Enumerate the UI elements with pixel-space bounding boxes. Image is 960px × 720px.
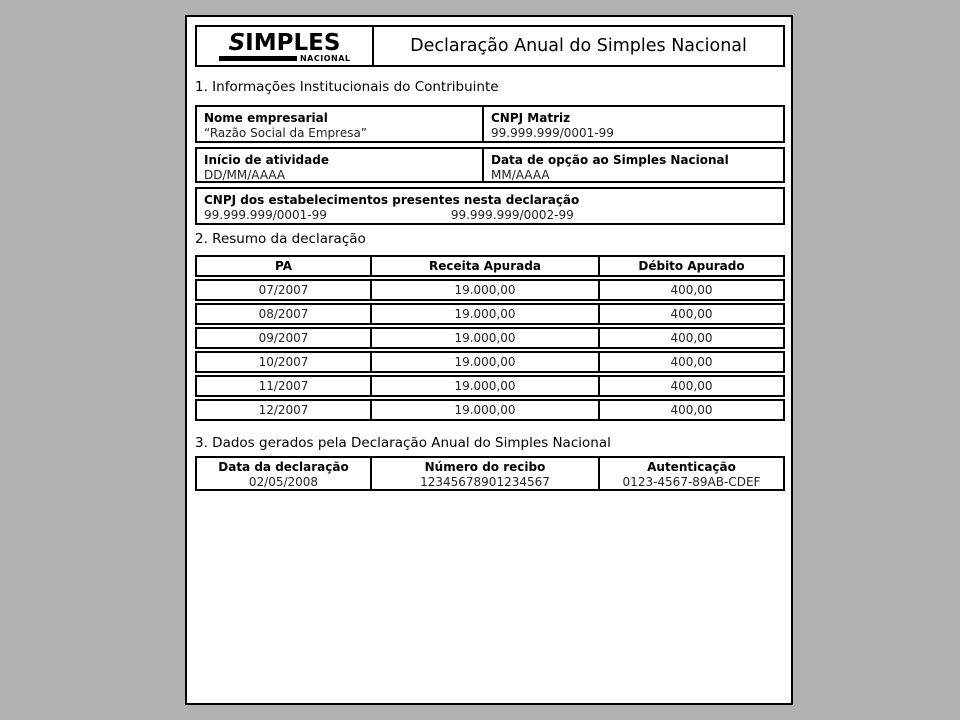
cell-debito: 400,00 [598, 377, 783, 395]
cell-debito: 400,00 [598, 281, 783, 299]
cell-debito: 400,00 [598, 305, 783, 323]
field-autenticacao [598, 458, 783, 489]
table1-row-2 [195, 147, 785, 183]
field-label: Início de atividade [204, 153, 329, 167]
logo-word-simples: SIMPLES [228, 29, 341, 56]
cell-receita: 19.000,00 [370, 353, 598, 371]
field-value: 12345678901234567 [420, 475, 550, 489]
summary-table-header-row [195, 255, 785, 277]
cell-receita: 19.000,00 [370, 281, 598, 299]
cell-pa: 07/2007 [258, 283, 309, 297]
cnpj-value-2: 99.999.999/0002-99 [450, 208, 574, 222]
cell-receita: 19.000,00 [370, 401, 598, 419]
table1-row-3 [195, 187, 785, 225]
section1-heading: 1. Informações Institucionais do Contribuinte [195, 79, 499, 95]
document-header [195, 25, 785, 67]
section3-heading: 3. Dados gerados pela Declaração Anual do Simples Nacional [195, 435, 611, 451]
cell-pa: 08/2007 [258, 307, 309, 321]
cell-debito: 400,00 [598, 353, 783, 371]
field-value: 99.999.999/0001-99 [491, 126, 614, 140]
table-row [195, 351, 785, 373]
column-header-debito: Débito Apurado [598, 257, 783, 275]
logo-subline [219, 54, 351, 63]
simples-nacional-logo [197, 27, 374, 65]
field-label: CNPJ dos estabelecimentos presentes nesta declaração [204, 193, 580, 207]
logo-word-nacional: NACIONAL [299, 53, 351, 63]
table-row [195, 399, 785, 421]
field-numero-recibo [370, 458, 598, 489]
cell-receita: 19.000,00 [370, 377, 598, 395]
field-label: Data de opção ao Simples Nacional [491, 153, 729, 167]
field-values [204, 208, 783, 223]
cell-debito: 400,00 [598, 401, 783, 419]
cell-pa: 12/2007 [258, 403, 309, 417]
field-value: 0123-4567-89AB-CDEF [622, 475, 761, 489]
generated-data-table [195, 456, 785, 491]
column-header-receita: Receita Apurada [370, 257, 598, 275]
table-row [195, 303, 785, 325]
field-label: Data da declaração [218, 460, 349, 474]
table-row [195, 327, 785, 349]
table-row [195, 279, 785, 301]
field-data-declaracao [197, 458, 370, 489]
section2-heading: 2. Resumo da declaração [195, 231, 366, 247]
cell-pa: 11/2007 [258, 379, 309, 393]
field-value: MM/AAAA [491, 168, 550, 182]
field-cnpj-matriz [482, 107, 783, 141]
table-row [195, 375, 785, 397]
cell-receita: 19.000,00 [370, 329, 598, 347]
cnpj-value-1: 99.999.999/0001-99 [204, 208, 327, 222]
cell-pa: 10/2007 [258, 355, 309, 369]
cell-receita: 19.000,00 [370, 305, 598, 323]
cell-pa: 09/2007 [258, 331, 309, 345]
field-value: 02/05/2008 [248, 475, 319, 489]
column-header-pa: PA [275, 259, 292, 273]
field-label: Número do recibo [424, 460, 546, 474]
cell-debito: 400,00 [598, 329, 783, 347]
field-value: DD/MM/AAAA [204, 168, 286, 182]
logo-bar-shape [219, 56, 297, 61]
field-nome-empresarial [197, 107, 482, 141]
field-label: Autenticação [647, 460, 736, 474]
table1-row-1 [195, 105, 785, 143]
slide-page [185, 15, 793, 705]
page-title: Declaração Anual do Simples Nacional [410, 36, 747, 56]
field-inicio-atividade [197, 149, 482, 181]
field-label: Nome empresarial [204, 111, 328, 125]
field-data-opcao [482, 149, 783, 181]
field-value: “Razão Social da Empresa” [204, 126, 368, 140]
field-cnpj-estabelecimentos [197, 189, 783, 223]
field-label: CNPJ Matriz [491, 111, 571, 125]
